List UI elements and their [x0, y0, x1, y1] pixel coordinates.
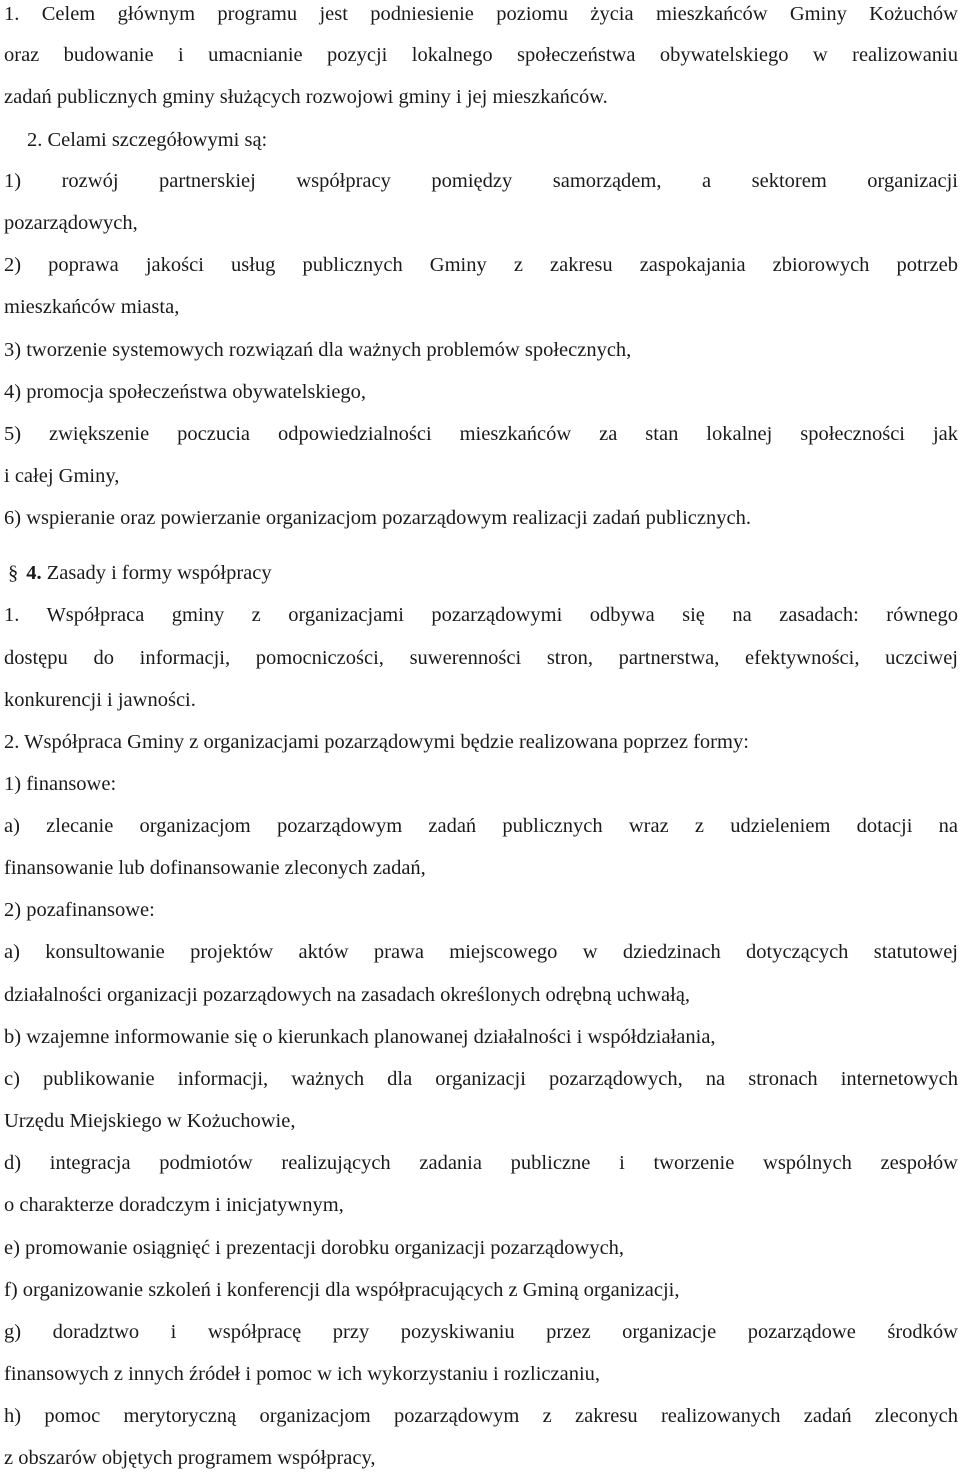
goal-item-2-line-2: mieszkańców miasta, [4, 296, 180, 318]
section-title: Zasady i formy współpracy [46, 562, 272, 584]
goal-item-5-line-2: i całej Gminy, [4, 465, 120, 487]
nonfinancial-item-h-line-2: z obszarów objętych programem współpracy, [4, 1447, 376, 1469]
forms-intro: 2. Współpraca Gminy z organizacjami pozarządowymi będzie realizowana poprzez formy: [4, 731, 749, 753]
nonfinancial-item-a-line-2: działalności organizacji pozarządowych na zasadach określonych odrębną uchwałą, [4, 984, 691, 1006]
goal-main-line-2: oraz budowanie i umacnianie pozycji lokalnego społeczeństwa obywatelskiego w realizowaniu [4, 44, 958, 66]
nonfinancial-item-a-line-1: a) konsultowanie projektów aktów prawa miejscowego w dziedzinach dotyczących statutowej [4, 941, 958, 963]
financial-item-a-line-1: a) zlecanie organizacjom pozarządowym zadań publicznych wraz z udzieleniem dotacji na [4, 815, 958, 837]
principles-line-2: dostępu do informacji, pomocniczości, suwerenności stron, partnerstwa, efektywności, uczciwej [4, 647, 958, 669]
section-number: 4. [26, 562, 42, 584]
financial-item-a-line-2: finansowanie lub dofinansowanie zleconych zadań, [4, 857, 426, 879]
nonfinancial-label: 2) pozafinansowe: [4, 899, 155, 921]
nonfinancial-item-h-line-1: h) pomoc merytoryczną organizacjom pozarządowym z zakresu realizowanych zadań zleconych [4, 1405, 958, 1427]
goal-item-5-line-1: 5) zwiększenie poczucia odpowiedzialności mieszkańców za stan lokalnej społeczności jak [4, 423, 958, 445]
nonfinancial-item-e: e) promowanie osiągnięć i prezentacji dorobku organizacji pozarządowych, [4, 1237, 625, 1259]
goal-item-2-line-1: 2) poprawa jakości usług publicznych Gminy z zakresu zaspokajania zbiorowych potrzeb [4, 254, 958, 276]
nonfinancial-item-g-line-1: g) doradztwo i współpracę przy pozyskiwaniu przez organizacje pozarządowe środków [4, 1321, 958, 1343]
specific-goals-intro: 2. Celami szczegółowymi są: [27, 129, 268, 151]
goal-item-1-line-2: pozarządowych, [4, 212, 138, 234]
goal-item-4: 4) promocja społeczeństwa obywatelskiego, [4, 381, 367, 403]
goal-item-3: 3) tworzenie systemowych rozwiązań dla ważnych problemów społecznych, [4, 339, 632, 361]
goal-item-1-line-1: 1) rozwój partnerskiej współpracy pomiędzy samorządem, a sektorem organizacji [4, 170, 958, 192]
nonfinancial-item-c-line-1: c) publikowanie informacji, ważnych dla organizacji pozarządowych, na stronach internetowych [4, 1068, 958, 1090]
nonfinancial-item-f: f) organizowanie szkoleń i konferencji dla współpracujących z Gminą organizacji, [4, 1279, 680, 1301]
section-symbol: § [8, 562, 19, 584]
goal-item-6: 6) wspieranie oraz powierzanie organizacjom pozarządowym realizacji zadań publicznych. [4, 507, 751, 529]
nonfinancial-item-d-line-1: d) integracja podmiotów realizujących zadania publiczne i tworzenie wspólnych zespołów [4, 1152, 958, 1174]
nonfinancial-item-b: b) wzajemne informowanie się o kierunkach planowanej działalności i współdziałania, [4, 1026, 716, 1048]
nonfinancial-item-c-line-2: Urzędu Miejskiego w Kożuchowie, [4, 1110, 296, 1132]
principles-line-1: 1. Współpraca gminy z organizacjami pozarządowymi odbywa się na zasadach: równego [4, 604, 958, 626]
section-heading [8, 563, 960, 584]
nonfinancial-item-d-line-2: o charakterze doradczym i inicjatywnym, [4, 1194, 344, 1216]
nonfinancial-item-g-line-2: finansowych z innych źródeł i pomoc w ich wykorzystaniu i rozliczaniu, [4, 1363, 601, 1385]
goal-main-line-3: zadań publicznych gminy służących rozwojowi gminy i jej mieszkańców. [4, 86, 608, 108]
principles-line-3: konkurencji i jawności. [4, 689, 196, 711]
financial-label: 1) finansowe: [4, 773, 117, 795]
goal-main-line-1: 1. Celem głównym programu jest podniesienie poziomu życia mieszkańców Gminy Kożuchów [4, 3, 958, 25]
